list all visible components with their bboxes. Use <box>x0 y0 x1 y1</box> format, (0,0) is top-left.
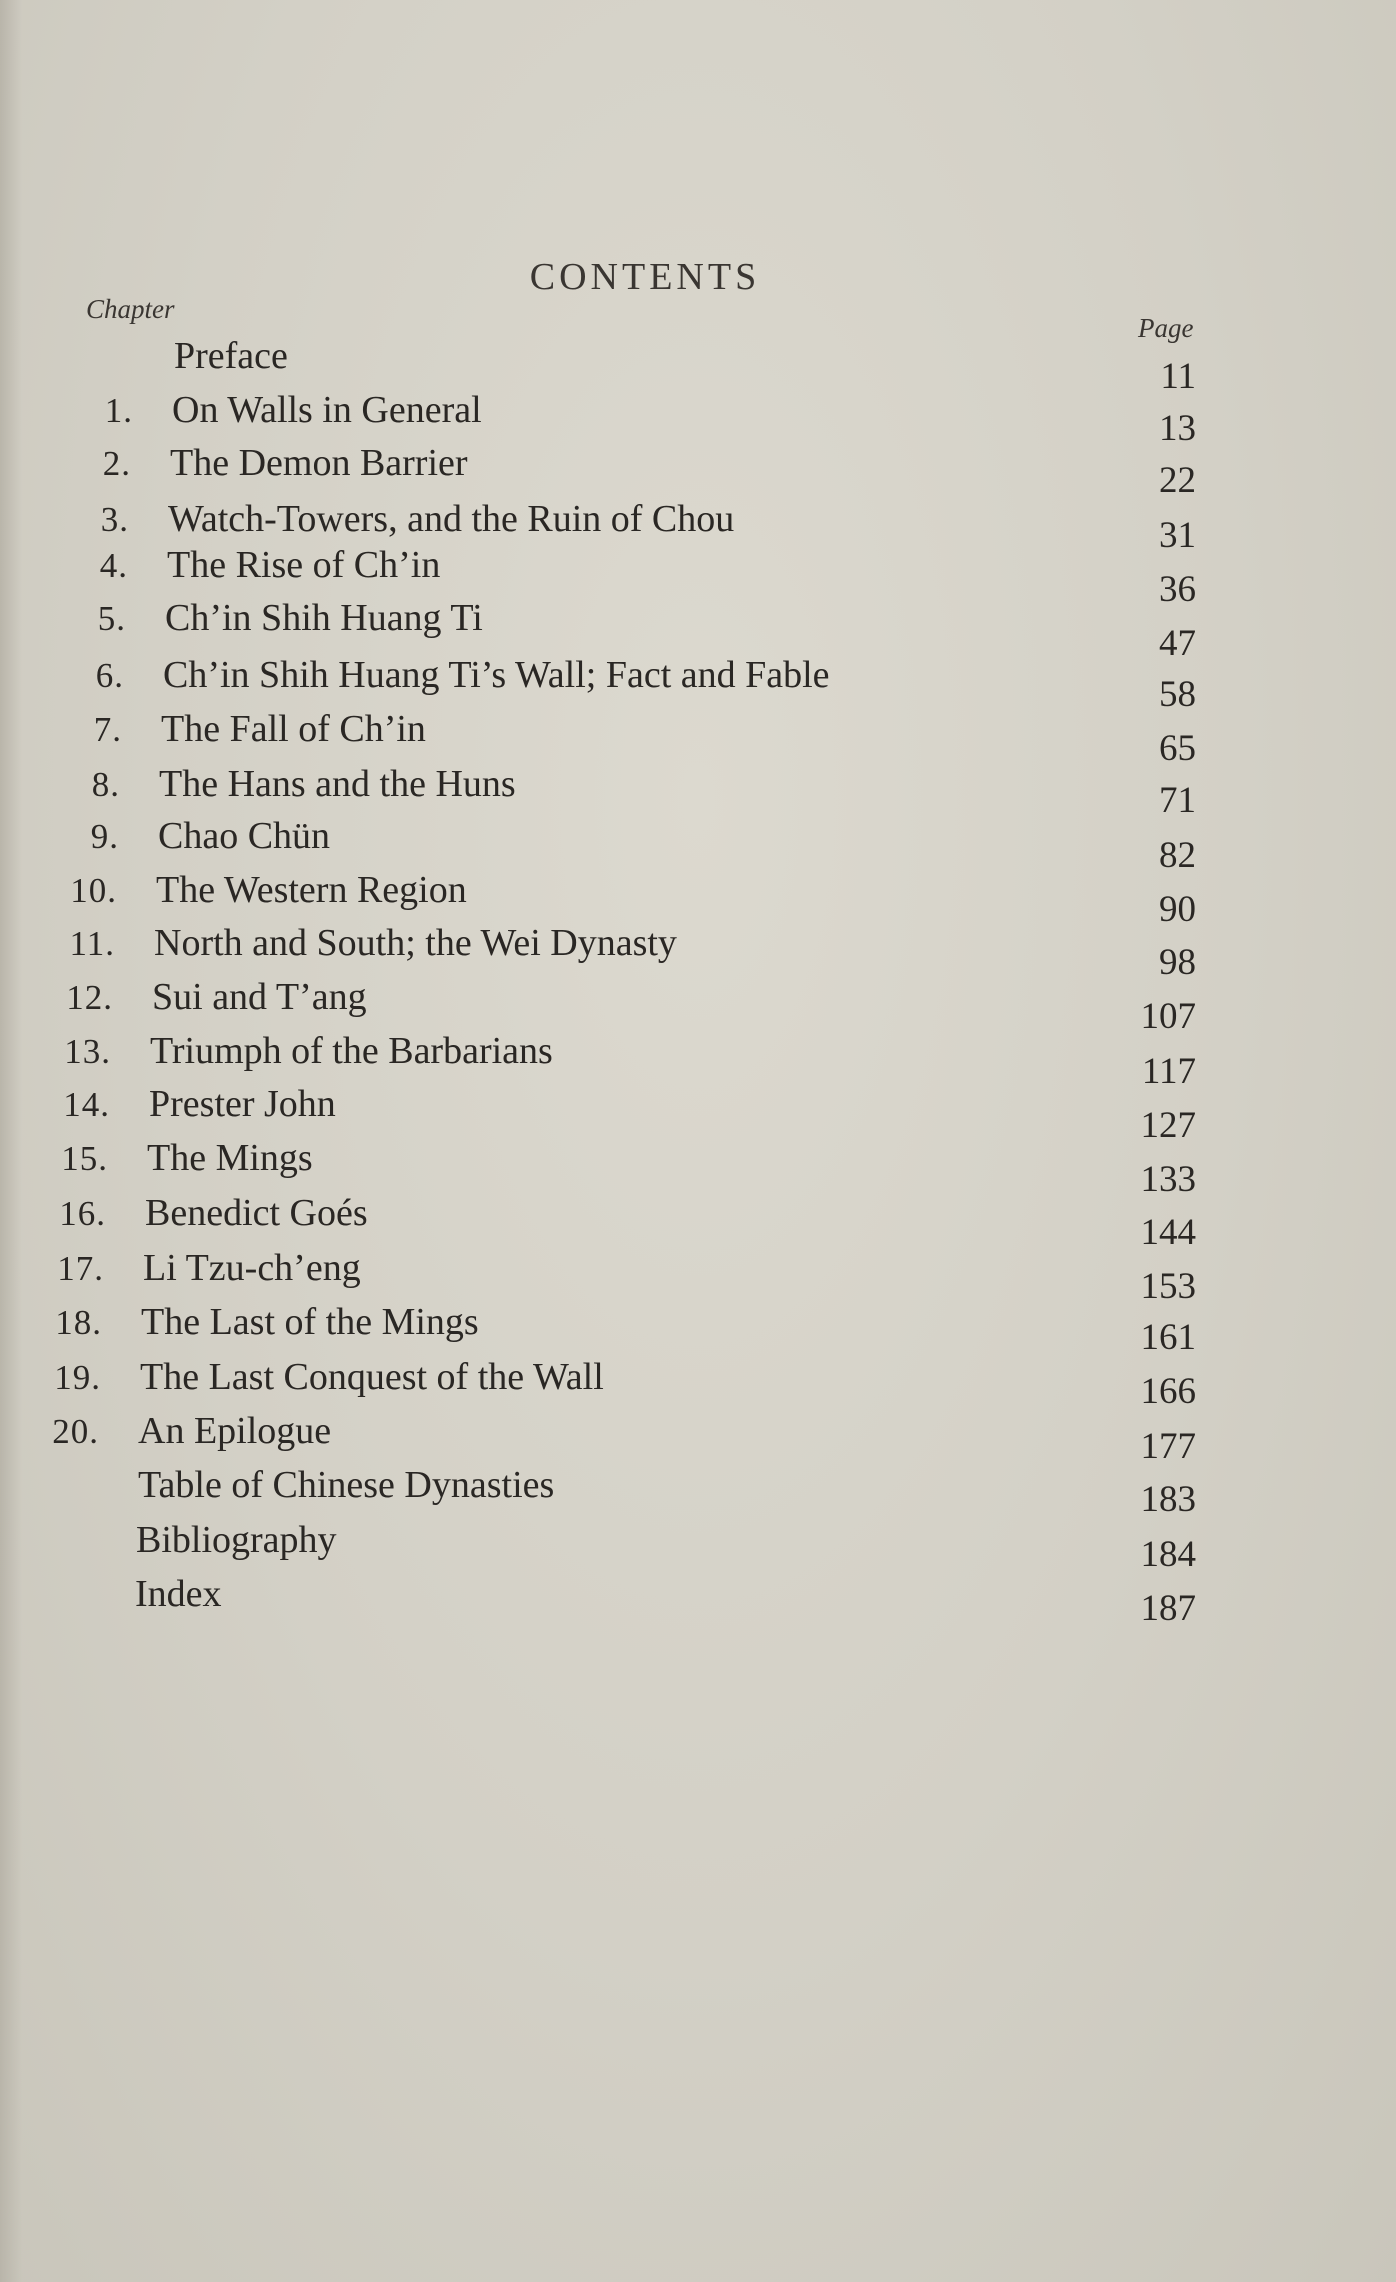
chapter-number: 10. <box>70 871 117 910</box>
chapter-title: Bibliography <box>136 1519 337 1561</box>
page-number: 98 <box>1159 942 1196 983</box>
chapter-title: Ch’in Shih Huang Ti’s Wall; Fact and Fable <box>163 654 830 696</box>
chapter-title: The Last of the Mings <box>141 1301 479 1343</box>
page-number: 36 <box>1159 569 1196 610</box>
chapter-title: The Demon Barrier <box>170 442 468 484</box>
page-number: 183 <box>1140 1479 1196 1520</box>
chapter-number: 2. <box>102 444 131 483</box>
chapter-title: Ch’in Shih Huang Ti <box>165 597 483 639</box>
chapter-column-header: Chapter <box>86 294 175 324</box>
chapter-title: The Mings <box>147 1137 313 1179</box>
chapter-title: The Rise of Ch’in <box>167 544 441 586</box>
chapter-number: 9. <box>90 817 119 856</box>
chapter-title: Watch-Towers, and the Ruin of Chou <box>168 498 735 540</box>
chapter-number: 1. <box>104 391 133 430</box>
chapter-title: Index <box>135 1573 222 1615</box>
chapter-number: 16. <box>59 1194 106 1233</box>
chapter-number: 4. <box>99 546 128 585</box>
contents-title: CONTENTS <box>529 256 761 298</box>
chapter-title: The Western Region <box>156 869 467 911</box>
chapter-title: Prester John <box>149 1083 336 1125</box>
page-number: 187 <box>1140 1588 1196 1629</box>
chapter-number: 18. <box>55 1303 102 1342</box>
page-number: 184 <box>1140 1534 1196 1575</box>
page-number: 31 <box>1159 515 1196 556</box>
page-number: 47 <box>1159 623 1196 664</box>
chapter-title: North and South; the Wei Dynasty <box>154 922 677 964</box>
chapter-number: 7. <box>93 710 122 749</box>
chapter-number: 13. <box>64 1032 111 1071</box>
chapter-number: 8. <box>91 765 120 804</box>
chapter-title: The Last Conquest of the Wall <box>140 1356 604 1398</box>
page-column-header: Page <box>1138 313 1194 343</box>
chapter-title: The Hans and the Huns <box>159 763 516 805</box>
page-number: 166 <box>1140 1371 1196 1412</box>
chapter-number: 19. <box>54 1358 101 1397</box>
page-number: 177 <box>1140 1426 1196 1467</box>
page-number: 133 <box>1140 1159 1196 1200</box>
chapter-number: 15. <box>61 1139 108 1178</box>
chapter-title: Sui and T’ang <box>152 976 367 1018</box>
page-number: 117 <box>1141 1051 1196 1092</box>
page-number: 107 <box>1140 996 1196 1037</box>
page-number: 22 <box>1159 460 1196 501</box>
page-number: 127 <box>1140 1105 1196 1146</box>
chapter-number: 12. <box>66 978 113 1017</box>
chapter-title: Chao Chün <box>158 815 331 857</box>
page-number: 161 <box>1140 1317 1196 1358</box>
page-number: 144 <box>1140 1212 1196 1253</box>
page-number: 153 <box>1140 1266 1196 1307</box>
chapter-number: 3. <box>100 500 129 539</box>
chapter-title: Benedict Goés <box>145 1192 368 1234</box>
chapter-number: 14. <box>63 1085 110 1124</box>
chapter-number: 17. <box>57 1249 104 1288</box>
chapter-number: 5. <box>97 599 126 638</box>
chapter-title: On Walls in General <box>172 389 482 431</box>
chapter-number: 20. <box>52 1412 99 1451</box>
page-number: 11 <box>1160 356 1196 397</box>
chapter-number: 11. <box>69 924 115 963</box>
page-number: 13 <box>1159 408 1196 449</box>
chapter-title: Triumph of the Barbarians <box>150 1030 553 1072</box>
chapter-title: Preface <box>174 335 288 377</box>
chapter-title: Li Tzu-ch’eng <box>143 1247 361 1289</box>
page-number: 90 <box>1159 889 1196 930</box>
page-number: 65 <box>1159 728 1196 769</box>
chapter-title: An Epilogue <box>138 1410 332 1452</box>
page-number: 82 <box>1159 835 1196 876</box>
chapter-number: 6. <box>95 656 124 695</box>
chapter-title: The Fall of Ch’in <box>161 708 426 750</box>
chapter-title: Table of Chinese Dynasties <box>138 1464 555 1506</box>
page-number: 71 <box>1159 780 1196 821</box>
page-number: 58 <box>1159 674 1196 715</box>
